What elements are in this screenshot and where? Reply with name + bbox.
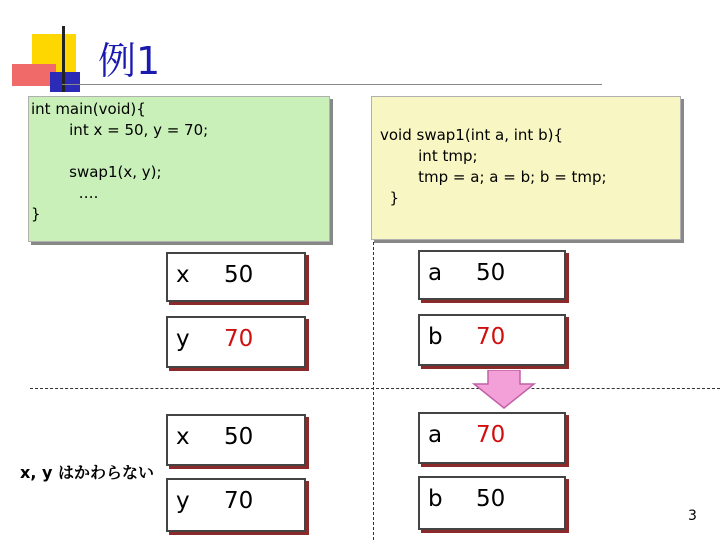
cell-before-y — [166, 316, 306, 368]
title-decoration-blue-square — [50, 72, 80, 92]
title-decoration-vertical-line — [62, 26, 65, 92]
cell-before-a — [418, 250, 566, 300]
main-code: int main(void){ int x = 50, y = 70; swap1(x, y); …. } — [31, 100, 209, 223]
cell-after-y — [166, 478, 306, 532]
cell-name: a — [428, 422, 443, 448]
down-arrow-icon — [472, 370, 536, 414]
cell-name: y — [176, 326, 190, 352]
cell-after-x — [166, 414, 306, 466]
cell-value: 70 — [224, 488, 254, 514]
cell-value: 50 — [224, 262, 254, 288]
note-unchanged: x, y はかわらない — [20, 463, 154, 482]
swap-code-box — [371, 96, 681, 240]
cell-name: a — [428, 260, 443, 286]
cell-before-x — [166, 252, 306, 302]
divider-horizontal — [30, 388, 720, 389]
divider-vertical — [373, 242, 374, 540]
cell-value: 70 — [476, 422, 506, 448]
cell-name: x — [176, 262, 190, 288]
cell-before-b — [418, 314, 566, 366]
cell-name: b — [428, 486, 443, 512]
cell-value: 50 — [224, 424, 254, 450]
page-number: 3 — [688, 508, 697, 524]
cell-after-b — [418, 476, 566, 530]
cell-name: y — [176, 488, 190, 514]
cell-name: x — [176, 424, 190, 450]
swap-code: void swap1(int a, int b){ int tmp; tmp = a; a = b; b = tmp; } — [380, 126, 607, 207]
cell-name: b — [428, 324, 443, 350]
cell-value: 70 — [476, 324, 506, 350]
cell-value: 50 — [476, 486, 506, 512]
cell-after-a — [418, 412, 566, 464]
slide-title: 例1 — [98, 39, 161, 83]
cell-value: 50 — [476, 260, 506, 286]
main-code-box — [28, 96, 330, 242]
cell-value: 70 — [224, 326, 254, 352]
